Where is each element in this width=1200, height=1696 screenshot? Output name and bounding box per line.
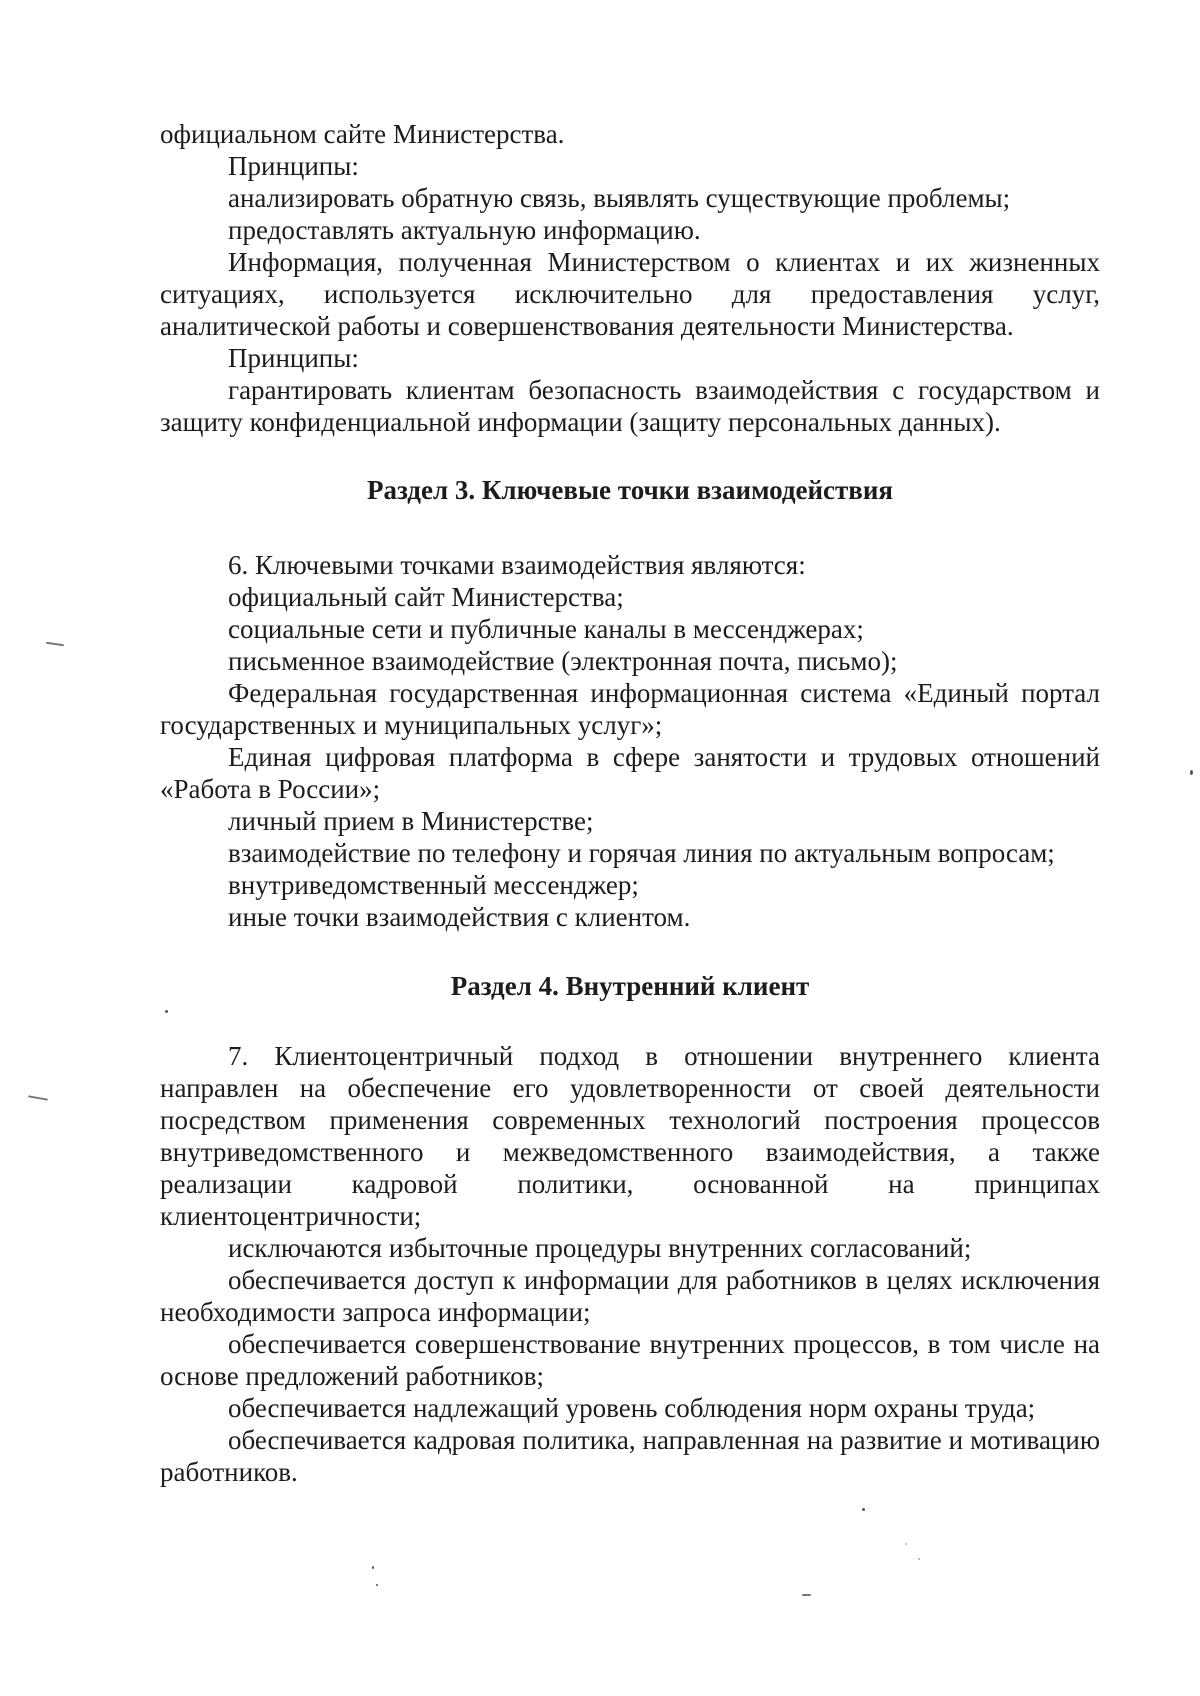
paragraph: 7. Клиентоцентричный подход в отношении внутреннего клиента направлен на обеспечение его удовлетворенности от своей деятельности посредством применения современных технологий построения процессов внутриведомственного и межведомственного взаимодействия, а также реализации кадровой политики, основанной на принципах клиентоцентричности; [160,1041,1100,1231]
paragraph: Принципы: [228,343,359,373]
paragraph: обеспечивается кадровая политика, направленная на развитие и мотивацию работников. [160,1425,1100,1487]
paragraph: исключаются избыточные процедуры внутренних согласований; [228,1233,972,1263]
paragraph: 6. Ключевыми точками взаимодействия являются: [228,550,806,580]
scan-mark [28,1095,48,1100]
paragraph: обеспечивается совершенствование внутренних процессов, в том числе на основе предложений работников; [160,1329,1100,1391]
scan-speck [862,1508,865,1511]
scan-speck [905,1543,907,1545]
paragraph: анализировать обратную связь, выявлять существующие проблемы; [228,183,1011,213]
list-item: Федеральная государственная информационная система «Единый портал государственных и муниципальных услуг»; [160,678,1100,740]
scan-mark [802,1594,811,1596]
paragraph: гарантировать клиентам безопасность взаимодействия с государством и защиту конфиденциальной информации (защиту персональных данных). [160,375,1100,437]
paragraph: Информация, полученная Министерством о клиентах и их жизненных ситуациях, используется исключительно для предоставления услуг, аналитической работы и совершенствования деятельности Министерства. [160,247,1100,341]
list-item: социальные сети и публичные каналы в мессенджерах; [228,614,864,644]
section-4-heading: Раздел 4. Внутренний клиент [450,971,810,1001]
list-item: письменное взаимодействие (электронная почта, письмо); [228,646,898,676]
paragraph: обеспечивается надлежащий уровень соблюдения норм охраны труда; [228,1393,1036,1423]
scan-speck [165,1010,168,1013]
text-block-intro [160,118,1100,438]
scan-mark [46,642,64,646]
list-item: личный прием в Министерстве; [228,806,594,836]
scan-speck [918,1558,920,1560]
section-3-heading: Раздел 3. Ключевые точки взаимодействия [366,475,894,505]
list-item: взаимодействие по телефону и горячая линия по актуальным вопросам; [228,838,1055,868]
scan-speck [372,1566,374,1569]
scan-speck [1190,770,1193,775]
paragraph: Принципы: [228,151,359,181]
paragraph: официальном сайте Министерства. [160,119,565,149]
text-block-section-3 [160,549,1100,933]
text-block-section-4 [160,1040,1100,1488]
list-item: внутриведомственный мессенджер; [228,870,639,900]
list-item: Единая цифровая платформа в сфере занятости и трудовых отношений «Работа в России»; [160,742,1100,804]
scan-speck [376,1584,378,1586]
paragraph: обеспечивается доступ к информации для работников в целях исключения необходимости запроса информации; [160,1265,1100,1327]
list-item: иные точки взаимодействия с клиентом. [228,902,691,932]
paragraph: предоставлять актуальную информацию. [228,215,701,245]
list-item: официальный сайт Министерства; [228,582,624,612]
